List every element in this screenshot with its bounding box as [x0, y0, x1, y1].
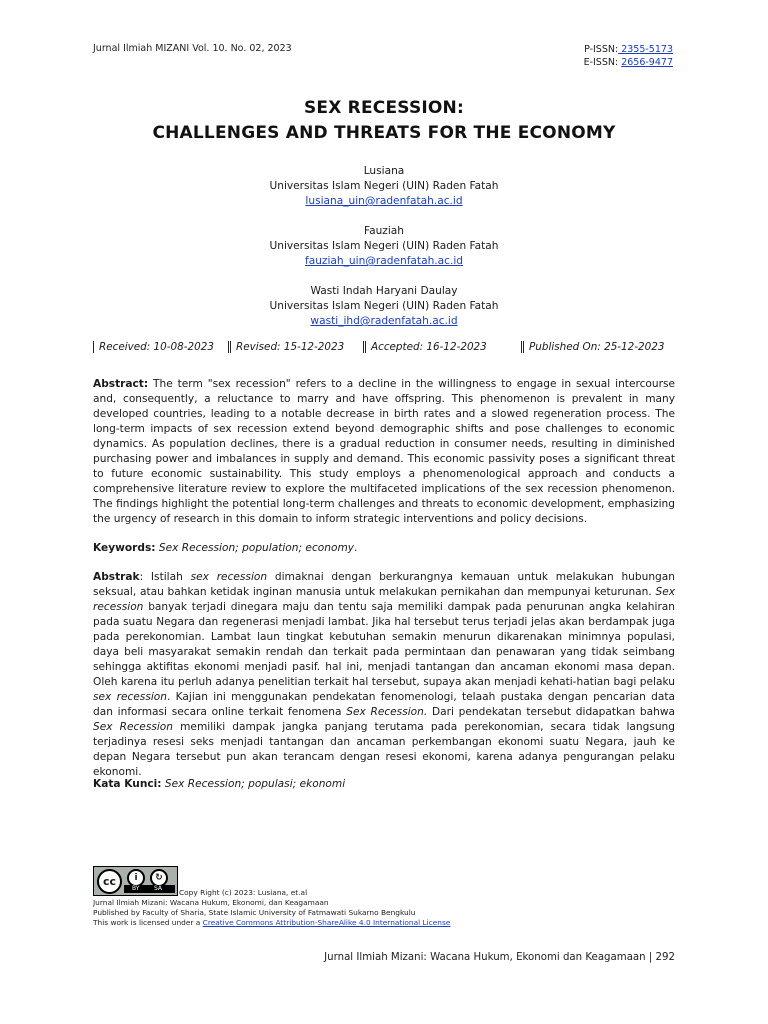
author-list [93, 164, 675, 344]
license-prefix: This work is licensed under a [93, 918, 203, 927]
journal-header: Jurnal Ilmiah MIZANI Vol. 10. No. 02, 2023 [93, 43, 292, 54]
cc-badge-label-bar [124, 885, 175, 893]
title-line-1: SEX RECESSION: [303, 98, 464, 118]
author-name: Fauziah [363, 225, 405, 237]
abstract-en [93, 377, 675, 527]
license-link[interactable]: Creative Commons Attribution-ShareAlike 4.0 International License [202, 918, 451, 927]
cc-icon: cc [97, 869, 122, 894]
copyright-text: Copy Right (c) 2023: Lusiana, et.al [179, 888, 308, 897]
share-alike-icon: ↻ [150, 869, 168, 887]
abstrak-text: . Kajian ini menggunakan pendekatan fenomenologi, telaah pustaka dengan pencarian data dan informasi secara online terkait fenomena [93, 691, 675, 718]
abstrak-label: Abstrak [93, 571, 140, 583]
keywords-id [93, 777, 675, 792]
submission-dates [93, 341, 678, 357]
abstrak-text: dimaknai dengan berkurangnya kemauan untuk melakukan hubungan seksual, atau bahkan ketidak inginan manusia untuk melakukan pernikahan dan mempunyai keturunan. [93, 571, 675, 598]
abstrak-term: Sex recession [93, 586, 675, 613]
abstract-id [93, 570, 675, 780]
revised-date: Revised: 15-12-2023 [228, 341, 344, 353]
keywords-en [93, 541, 675, 556]
author-name: Wasti Indah Haryani Daulay [310, 285, 458, 297]
abstrak-text: Dari pendekatan tersebut didapatkan bahwa [427, 706, 675, 718]
pissn-line [584, 43, 673, 56]
kata-kunci-label: Kata Kunci: [93, 778, 162, 790]
abstrak-term: sex recession [190, 571, 268, 583]
author-block [93, 164, 675, 209]
abstrak-term: sex recession [93, 691, 167, 703]
abstrak-text: banyak terjadi dinegara maju dan tentu saja memiliki dampak pada penurunan angka kelahiran pada suatu Negara dan regenerasi menjadi lambat. Jika hal tersebut terus terjadi jelas akan berdampak juga pada perekonomian. Lambat laun tingkat kebutuhan semakin menurun dikarenakan minimnya populasi, daya beli masyarakat semakin rendah dan terkait pada permintaan dan penawaran yang tidak seimbang sehingga aktifitas ekonomi menjadi pasif. hal ini, menjadi tantangan dan ancaman ekonomi masa depan. Oleh karena itu perluh adanya penelitian terkait hal tersebut, supaya akan menjadi kehati-hatian bagi pelaku [93, 601, 675, 688]
author-affiliation: Universitas Islam Negeri (UIN) Raden Fatah [269, 240, 499, 252]
abstrak-term: Sex Recession [93, 721, 174, 733]
license-block [93, 898, 450, 928]
journal-full-name: Jurnal Ilmiah Mizani: Wacana Hukum, Ekonomi, dan Keagamaan [93, 898, 329, 907]
keywords-label: Keywords: [93, 542, 156, 554]
abstrak-text: memiliki dampak jangka panjang terutama pada perekonomian, secara tidak langsung terjadinya resesi seks menjadi tantangan dan ancaman perkembangan ekonomi suatu Negara, jauh ke depan Negara tersebut pun akan terancam dengan resesi ekonomi, karena adanya pengurangan pelaku ekonomi. [93, 721, 675, 778]
received-date: Received: 10-08-2023 [93, 341, 214, 353]
keywords-end: . [354, 542, 358, 554]
abstract-text: The term "sex recession" refers to a decline in the willingness to engage in sexual intercourse and, consequently, a reluctance to marry and have offspring. This phenomenon is prevalent in many developed countries, leading to a notable decrease in birth rates and a slowed regeneration process. The long-term impacts of sex recession extend beyond demographic shifts and pose challenges to economic dynamics. As population declines, there is a gradual reduction in consumer needs, resulting in diminished purchasing power and imbalances in supply and demand. This economic passivity poses a significant threat to future economic sustainability. This study employs a phenomenological approach and conducts a comprehensive literature review to explore the multifaceted implications of the sex recession phenomenon. The findings highlight the potential long-term challenges and threats to economic development, emphasizing the urgency of research in this domain to inform strategic interventions and policy decisions. [93, 378, 675, 525]
accepted-date: Accepted: 16-12-2023 [363, 341, 487, 353]
publisher-line: Published by Faculty of Sharia, State Islamic University of Fatmawati Sukarno Bengkulu [93, 908, 416, 917]
pissn-link[interactable]: 2355-5173 [618, 44, 673, 55]
published-date: Published On: 25-12-2023 [521, 341, 664, 353]
page-footer: Jurnal Ilmiah Mizani: Wacana Hukum, Ekonomi dan Keagamaan | 292 [324, 952, 675, 963]
license-line [93, 918, 450, 928]
eissn-label: E-ISSN: [583, 57, 619, 68]
kata-kunci-text: Sex Recession; populasi; ekonomi [161, 778, 346, 790]
eissn-line [584, 56, 673, 69]
author-affiliation: Universitas Islam Negeri (UIN) Raden Fatah [269, 180, 499, 192]
keywords-text: Sex Recession; population; economy [155, 542, 355, 554]
author-block [93, 284, 675, 329]
attribution-icon: i [127, 869, 145, 887]
author-name: Lusiana [363, 165, 405, 177]
author-email-link[interactable]: fauziah_uin@radenfatah.ac.id [304, 255, 463, 267]
author-email-link[interactable]: lusiana_uin@radenfatah.ac.id [305, 195, 463, 207]
issn-block [584, 43, 673, 69]
cc-by-sa-badge[interactable] [93, 866, 178, 896]
paper-title [93, 96, 675, 146]
abstrak-text: : Istilah [139, 571, 191, 583]
pissn-label: P-ISSN: [584, 44, 619, 55]
title-line-2: CHALLENGES AND THREATS FOR THE ECONOMY [152, 123, 616, 143]
author-email-link[interactable]: wasti_ihd@radenfatah.ac.id [310, 315, 458, 327]
abstract-label: Abstract: [93, 378, 149, 390]
abstrak-term: Sex Recession. [346, 706, 428, 718]
by-label: BY [132, 885, 140, 892]
author-block [93, 224, 675, 269]
author-affiliation: Universitas Islam Negeri (UIN) Raden Fatah [269, 300, 499, 312]
eissn-link[interactable]: 2656-9477 [621, 57, 673, 68]
sa-label: SA [154, 885, 163, 892]
